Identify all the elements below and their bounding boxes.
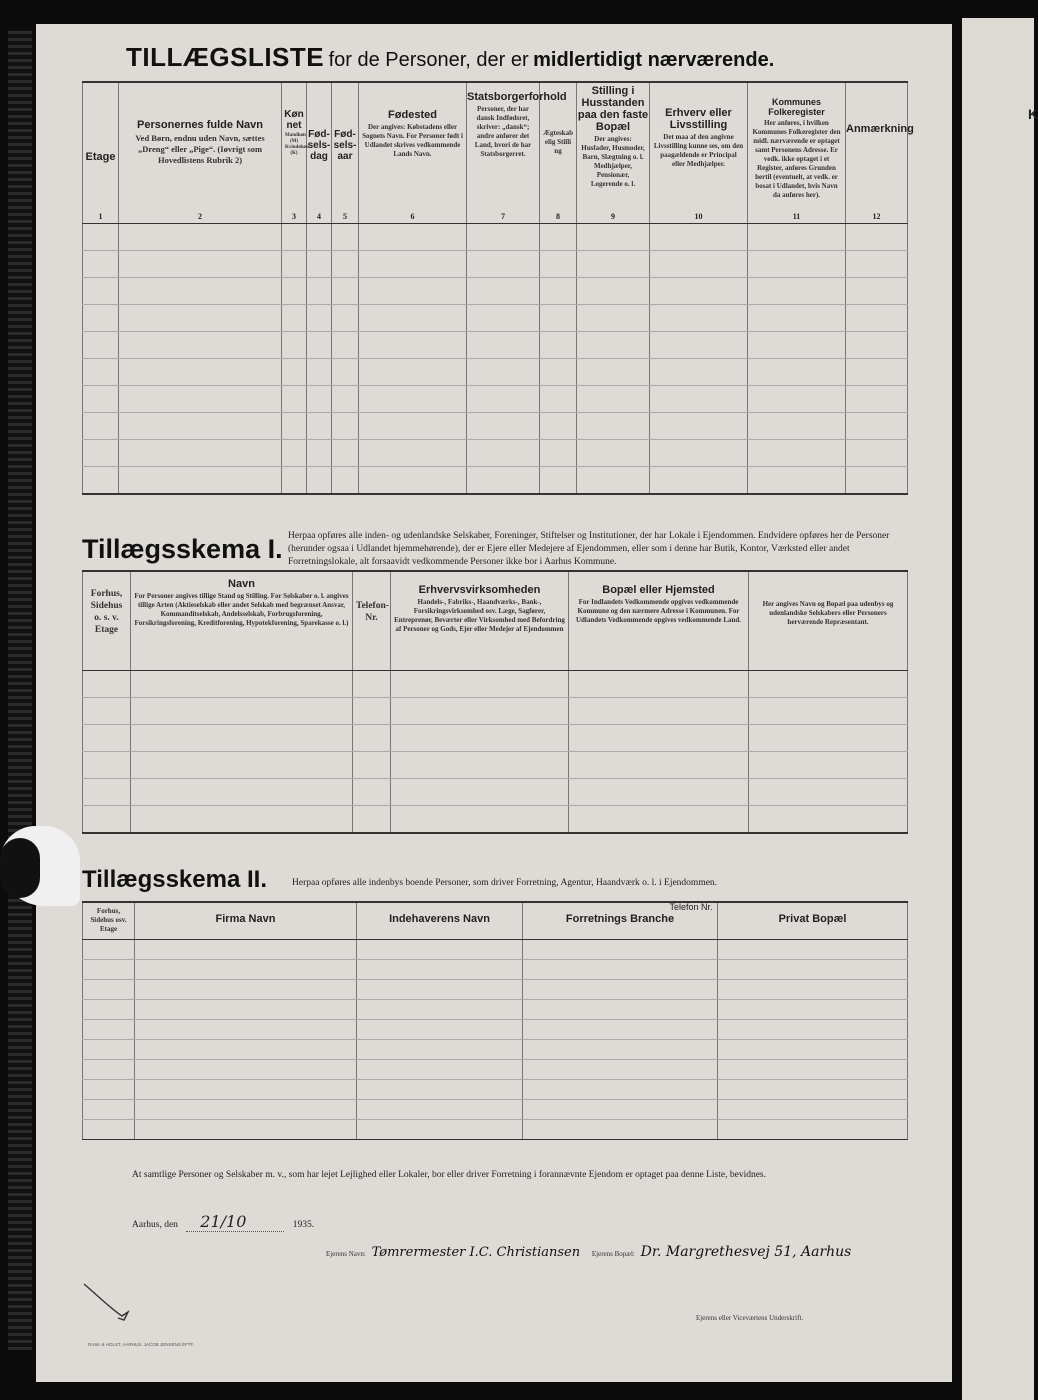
skema1-table-row	[83, 806, 908, 834]
list-table-cell[interactable]	[467, 386, 540, 413]
col-citizenship: Statsborgerforhold Personer, der har dansk Indfødsret, skriver: „dansk“; andre anfører det Land, hvori de har Statsborgerret. 7	[467, 82, 540, 224]
s2-col-address: Privat Bopæl	[718, 902, 908, 940]
skema2-table-cell[interactable]	[357, 980, 523, 1000]
list-table-cell[interactable]	[307, 440, 332, 467]
list-table-cell[interactable]	[307, 305, 332, 332]
list-table-cell[interactable]	[332, 359, 359, 386]
col-occupation: Erhverv eller Livsstilling Det maa af den angivne Livsstilling kunne ses, om den paagældende er Principal eller Medhjælper. 10	[650, 82, 748, 224]
list-table-cell[interactable]	[650, 467, 748, 495]
list-table-cell[interactable]	[577, 440, 650, 467]
list-table-cell[interactable]	[359, 467, 467, 495]
skema2-table-row	[83, 1060, 908, 1080]
list-table-cell[interactable]	[359, 305, 467, 332]
s2-col-firm: Firma Navn	[135, 902, 357, 940]
list-table-cell[interactable]	[119, 305, 282, 332]
list-table-row	[83, 359, 908, 386]
certification-text: At samtlige Personer og Selskaber m. v., som har lejet Lejlighed eller Lokaler, bor eller driver Forretning i forannævnte Ejendom er optaget paa denne Liste, bevidnes.	[132, 1170, 766, 1180]
list-table-cell[interactable]	[846, 305, 908, 332]
list-table-cell[interactable]	[359, 386, 467, 413]
list-table-cell[interactable]	[307, 332, 332, 359]
skema2-table-cell[interactable]	[523, 1040, 718, 1060]
list-table-cell[interactable]	[83, 386, 119, 413]
list-table-cell[interactable]	[282, 224, 307, 251]
col-remarks: Anmærkning 12	[846, 82, 908, 224]
list-table-cell[interactable]	[332, 332, 359, 359]
skema2-table-cell[interactable]	[83, 1080, 135, 1100]
signature-caption: Ejerens eller Viceværtens Underskrift.	[696, 1314, 804, 1322]
list-table-cell[interactable]	[846, 467, 908, 495]
owner-address-label: Ejerens Bopæl:	[591, 1250, 635, 1258]
list-table-cell[interactable]	[83, 251, 119, 278]
list-table-cell[interactable]	[359, 332, 467, 359]
skema1-table-cell[interactable]	[83, 779, 131, 806]
list-table-cell[interactable]	[332, 305, 359, 332]
list-table-cell[interactable]	[846, 224, 908, 251]
list-table-cell[interactable]	[650, 386, 748, 413]
list-table-cell[interactable]	[650, 332, 748, 359]
list-table-cell[interactable]	[83, 359, 119, 386]
skema2-table-row	[83, 1100, 908, 1120]
skema1-table-cell[interactable]	[83, 752, 131, 779]
s1-col-business: Erhvervsvirksomheden Handels-, Fabriks-, Haandværks-, Bank-, Forsikringsvirksomhed osv. Læge, Sagfører, Entreprenør, Beværter eller Virksomhed med Befordring af Personer og Gods, Ejer eller Medejer af Ejendommen	[391, 571, 569, 671]
skema2-table-cell[interactable]	[135, 1100, 357, 1120]
skema2-table-cell[interactable]	[135, 1080, 357, 1100]
skema2-table-cell[interactable]	[523, 1100, 718, 1120]
col-birthday: Fød-sels-dag 4	[307, 82, 332, 224]
skema1-table-cell[interactable]	[83, 725, 131, 752]
skema1-table-cell[interactable]	[131, 725, 353, 752]
list-table-cell[interactable]	[119, 467, 282, 495]
list-table-cell[interactable]	[467, 413, 540, 440]
list-table-cell[interactable]	[83, 467, 119, 495]
list-table-cell[interactable]	[359, 440, 467, 467]
skema2-table-cell[interactable]	[135, 960, 357, 980]
skema2-table-row	[83, 960, 908, 980]
skema2-table-cell[interactable]	[135, 1120, 357, 1140]
list-table-cell[interactable]	[577, 278, 650, 305]
skema2-table-row	[83, 1120, 908, 1140]
owner-address-value: Dr. Margrethesvej 51, Aarhus	[640, 1244, 852, 1260]
skema1-table-cell[interactable]	[353, 725, 391, 752]
skema1-table-row	[83, 671, 908, 698]
list-table-cell[interactable]	[650, 224, 748, 251]
list-table-cell[interactable]	[83, 224, 119, 251]
list-table-cell[interactable]	[307, 386, 332, 413]
adjacent-page-letter: K	[1028, 106, 1038, 122]
skema2-table-cell[interactable]	[357, 1040, 523, 1060]
list-table-cell[interactable]	[846, 440, 908, 467]
list-table-cell[interactable]	[540, 278, 577, 305]
list-table-cell[interactable]	[650, 278, 748, 305]
skema2-table-cell[interactable]	[83, 1020, 135, 1040]
col-birthplace: Fødested Der angives: Købstadens eller Sognets Navn. For Personer født i Udlandet skrives vedkommende Lands Navn. 6	[359, 82, 467, 224]
list-table-cell[interactable]	[83, 413, 119, 440]
skema1-table-cell[interactable]	[391, 698, 569, 725]
list-table-cell[interactable]	[650, 251, 748, 278]
list-table-row	[83, 467, 908, 495]
list-table-cell[interactable]	[332, 386, 359, 413]
adjacent-page	[962, 18, 1038, 1400]
skema2-table-cell[interactable]	[83, 960, 135, 980]
list-table-cell[interactable]	[650, 413, 748, 440]
skema1-table-cell[interactable]	[391, 779, 569, 806]
skema1-table-row	[83, 698, 908, 725]
skema1-table-cell[interactable]	[749, 698, 908, 725]
skema1-table-cell[interactable]	[569, 698, 749, 725]
title-rest: for de Personer, der er	[328, 49, 529, 71]
skema1-title: Tillægsskema I.	[82, 534, 283, 564]
list-table-cell[interactable]	[540, 386, 577, 413]
skema2-table-cell[interactable]	[718, 1040, 908, 1060]
list-table-cell[interactable]	[748, 359, 846, 386]
list-table-cell[interactable]	[467, 224, 540, 251]
skema2-table-cell[interactable]	[357, 1120, 523, 1140]
skema1-table-row	[83, 752, 908, 779]
list-table-row	[83, 332, 908, 359]
list-table-cell[interactable]	[359, 413, 467, 440]
list-table-cell[interactable]	[540, 413, 577, 440]
skema2-table-cell[interactable]	[523, 1120, 718, 1140]
list-table-cell[interactable]	[577, 413, 650, 440]
list-table-cell[interactable]	[540, 467, 577, 495]
col-birthyear: Fød-sels-aar 5	[332, 82, 359, 224]
list-table-row	[83, 224, 908, 251]
skema1-table-cell[interactable]	[569, 752, 749, 779]
list-table-cell[interactable]	[83, 440, 119, 467]
date-line	[132, 1212, 314, 1231]
owner-line	[326, 1244, 851, 1260]
list-table-cell[interactable]	[332, 251, 359, 278]
skema2-table-cell[interactable]	[135, 1020, 357, 1040]
skema2-table-row	[83, 980, 908, 1000]
s1-col-phone: Telefon-Nr.	[353, 571, 391, 671]
skema1-table	[82, 570, 908, 834]
skema2-table-cell[interactable]	[357, 1100, 523, 1120]
skema2-table-cell[interactable]	[357, 960, 523, 980]
skema2-table-cell[interactable]	[523, 940, 718, 960]
list-table-cell[interactable]	[540, 332, 577, 359]
s2-col-owner: Indehaverens Navn	[357, 902, 523, 940]
skema2-table-cell[interactable]	[357, 1080, 523, 1100]
skema1-table-cell[interactable]	[569, 671, 749, 698]
list-table-cell[interactable]	[83, 332, 119, 359]
skema2-table-cell[interactable]	[135, 1040, 357, 1060]
title-main: TILLÆGSLISTE	[126, 42, 325, 72]
list-table-cell[interactable]	[577, 332, 650, 359]
list-table-cell[interactable]	[332, 413, 359, 440]
col-marital: Ægteskabelig Stilling 8	[540, 82, 577, 224]
skema2-title: Tillægsskema II.	[82, 866, 267, 893]
list-table-cell[interactable]	[650, 305, 748, 332]
owner-name-label: Ejerens Navn:	[326, 1250, 366, 1258]
skema2-table-cell[interactable]	[135, 1060, 357, 1080]
s2-col-floor: Forhus, Sidehus osv. Etage	[83, 902, 135, 940]
skema1-table-row	[83, 725, 908, 752]
list-table-cell[interactable]	[577, 305, 650, 332]
s2-phone-header: Telefon Nr.	[669, 902, 713, 912]
s1-col-floor: Forhus, Sidehus o. s. v. Etage	[83, 571, 131, 671]
list-table-cell[interactable]	[846, 359, 908, 386]
list-table-cell[interactable]	[540, 305, 577, 332]
date-handwritten: 21/10	[186, 1212, 284, 1232]
skema2-table-row	[83, 1000, 908, 1020]
list-table-row	[83, 440, 908, 467]
list-table-cell[interactable]	[577, 251, 650, 278]
skema2-table-row	[83, 1020, 908, 1040]
list-table-cell[interactable]	[332, 278, 359, 305]
list-table-cell[interactable]	[467, 467, 540, 495]
s2-col-branch: Forretnings Branche	[523, 902, 718, 940]
list-table-cell[interactable]	[846, 278, 908, 305]
list-table-cell[interactable]	[846, 251, 908, 278]
skema2-description: Herpaa opføres alle indenbys boende Personer, som driver Forretning, Agentur, Haandværk o. l. i Ejendommen.	[292, 878, 718, 888]
skema2-table-row	[83, 1040, 908, 1060]
skema1-description: Herpaa opføres alle inden- og udenlandske Selskaber, Foreninger, Stiftelser og Institutioner, der har Lokale i Ejendommen. Endvidere opføres her de Personer (herunder ogsaa i Udlandet hjemmehørende), der er Ejere eller Medejere af Ejendommen, eller som i denne har Butik, Kontor, Værksted eller andet Forretningslokale, alt forsaavidt vedkommende Personer ikke bor i Aarhus Kommune.	[288, 531, 890, 567]
list-table-cell[interactable]	[748, 413, 846, 440]
list-table-cell[interactable]	[359, 224, 467, 251]
list-table-cell[interactable]	[119, 278, 282, 305]
skema2-table-cell[interactable]	[718, 940, 908, 960]
list-table-cell[interactable]	[748, 224, 846, 251]
skema2-table-cell[interactable]	[83, 940, 135, 960]
skema1-table-cell[interactable]	[353, 698, 391, 725]
skema1-table-cell[interactable]	[131, 671, 353, 698]
skema2-table-cell[interactable]	[135, 1000, 357, 1020]
list-table-row	[83, 305, 908, 332]
skema2-table-cell[interactable]	[357, 1020, 523, 1040]
skema2-table-row	[83, 1080, 908, 1100]
list-table-cell[interactable]	[119, 413, 282, 440]
s1-col-representative: Her angives Navn og Bopæl paa udenbys og udenlandske Selskabers eller Personers herværende Repræsentant.	[749, 571, 908, 671]
list-table-cell[interactable]	[748, 440, 846, 467]
list-table-cell[interactable]	[307, 251, 332, 278]
list-table-cell[interactable]	[467, 332, 540, 359]
skema2-table-cell[interactable]	[718, 1060, 908, 1080]
skema1-table-cell[interactable]	[83, 806, 131, 834]
list-table-cell[interactable]	[540, 440, 577, 467]
list-table-cell[interactable]	[577, 467, 650, 495]
form-page	[36, 24, 952, 1382]
skema2-table-cell[interactable]	[718, 1120, 908, 1140]
col-sex: Kønnet Mandkøn (M) Kvindekøn (K) 3	[282, 82, 307, 224]
owner-name-signature: Tømrermester I.C. Christiansen	[371, 1245, 581, 1260]
printer-imprint: RASK & HOLST. AARHUS. JACOB JENSENS EFTF.	[88, 1342, 195, 1347]
skema1-table-cell[interactable]	[569, 779, 749, 806]
skema1-table-cell[interactable]	[749, 725, 908, 752]
list-table-cell[interactable]	[83, 278, 119, 305]
list-table-cell[interactable]	[119, 224, 282, 251]
s1-col-name: Navn For Personer angives tillige Stand og Stilling. For Selskaber o. l. angives tillige Arten (Aktieselskab eller andet Selskab med begrænset Ansvar, Kommanditselskab, Andelsselskab, Forbrugsforening, Forsikringsforening, Kreditforening, Hypotekforening, Sparekasse o. l.)	[131, 571, 353, 671]
skema2-table-cell[interactable]	[718, 1020, 908, 1040]
skema1-table-cell[interactable]	[749, 752, 908, 779]
list-table-cell[interactable]	[282, 440, 307, 467]
skema1-header-row	[83, 571, 908, 671]
list-table-cell[interactable]	[467, 278, 540, 305]
list-table-cell[interactable]	[748, 278, 846, 305]
list-table-cell[interactable]	[119, 440, 282, 467]
date-prefix: Aarhus, den	[132, 1220, 178, 1230]
list-table-cell[interactable]	[282, 467, 307, 495]
skema1-table-cell[interactable]	[569, 806, 749, 834]
list-table-row	[83, 278, 908, 305]
list-table-cell[interactable]	[846, 386, 908, 413]
skema1-table-cell[interactable]	[353, 752, 391, 779]
list-table-cell[interactable]	[332, 467, 359, 495]
list-table-cell[interactable]	[748, 305, 846, 332]
list-table-cell[interactable]	[282, 278, 307, 305]
list-table-cell[interactable]	[282, 413, 307, 440]
skema2-table	[82, 901, 908, 1140]
list-table-cell[interactable]	[846, 332, 908, 359]
list-table-row	[83, 413, 908, 440]
skema2-table-cell[interactable]	[135, 980, 357, 1000]
skema1-table-cell[interactable]	[131, 779, 353, 806]
skema1-table-cell[interactable]	[353, 671, 391, 698]
col-register: Kommunes Folkeregister Her anføres, i hvilken Kommunes Folkeregister den midl. nærværende er optaget samt Personens Adresse. Er vedk. ikke optaget i et Register, anføres Grunden hertil (eventuelt, at vedk. er bosat i Udlandet, hvis Navn da anføres her). 11	[748, 82, 846, 224]
skema2-table-cell[interactable]	[718, 980, 908, 1000]
list-table-cell[interactable]	[467, 251, 540, 278]
skema2-table-cell[interactable]	[83, 1040, 135, 1060]
list-table-cell[interactable]	[650, 359, 748, 386]
skema1-table-cell[interactable]	[353, 806, 391, 834]
skema1-table-cell[interactable]	[391, 671, 569, 698]
skema1-table-cell[interactable]	[131, 698, 353, 725]
list-table-cell[interactable]	[748, 386, 846, 413]
skema2-table-cell[interactable]	[357, 1060, 523, 1080]
skema2-header-row	[83, 902, 908, 940]
list-table-cell[interactable]	[359, 359, 467, 386]
list-table-cell[interactable]	[577, 386, 650, 413]
list-table-cell[interactable]	[846, 413, 908, 440]
list-table-cell[interactable]	[119, 251, 282, 278]
list-table-cell[interactable]	[467, 359, 540, 386]
list-table-cell[interactable]	[119, 332, 282, 359]
col-name: Personernes fulde Navn Ved Børn, endnu uden Navn, sættes „Dreng“ eller „Pige“. (Iøvrigt som Hovedlistens Rubrik 2) 2	[119, 82, 282, 224]
list-table-cell[interactable]	[282, 386, 307, 413]
skema1-table-cell[interactable]	[131, 752, 353, 779]
list-table-cell[interactable]	[307, 278, 332, 305]
skema1-table-cell[interactable]	[569, 725, 749, 752]
list-table-cell[interactable]	[83, 305, 119, 332]
skema2-table-row	[83, 940, 908, 960]
list-table-cell[interactable]	[540, 359, 577, 386]
list-table-cell[interactable]	[650, 440, 748, 467]
list-table-cell[interactable]	[282, 332, 307, 359]
list-header-row	[83, 82, 908, 224]
list-table-cell[interactable]	[307, 467, 332, 495]
skema1-table-cell[interactable]	[391, 725, 569, 752]
skema2-table-cell[interactable]	[718, 1100, 908, 1120]
list-table-cell[interactable]	[307, 413, 332, 440]
list-table-cell[interactable]	[467, 305, 540, 332]
skema2-table-cell[interactable]	[83, 1060, 135, 1080]
skema1-table-cell[interactable]	[749, 779, 908, 806]
list-table-cell[interactable]	[282, 359, 307, 386]
ink-mark	[82, 1282, 132, 1324]
skema2-table-cell[interactable]	[523, 1000, 718, 1020]
skema1-table-cell[interactable]	[749, 806, 908, 834]
list-table-cell[interactable]	[359, 251, 467, 278]
skema2-table-cell[interactable]	[83, 980, 135, 1000]
skema2-table-cell[interactable]	[523, 1060, 718, 1080]
list-table-cell[interactable]	[332, 440, 359, 467]
skema2-table-cell[interactable]	[523, 1020, 718, 1040]
list-table-row	[83, 251, 908, 278]
skema1-table-cell[interactable]	[749, 671, 908, 698]
list-table-cell[interactable]	[748, 251, 846, 278]
page-title	[126, 42, 774, 73]
list-table-cell[interactable]	[282, 251, 307, 278]
list-table-cell[interactable]	[282, 305, 307, 332]
col-household: Stilling i Husstanden paa den faste Bopæl Der angives: Husfader, Husmoder, Barn, Slægtning o. l. Medhjælper, Pensionær, Logerende o. l. 9	[577, 82, 650, 224]
skema2-table-cell[interactable]	[718, 1000, 908, 1020]
skema2-table-cell[interactable]	[718, 960, 908, 980]
skema2-table-cell[interactable]	[135, 940, 357, 960]
list-table-cell[interactable]	[359, 278, 467, 305]
skema2-table-cell[interactable]	[523, 980, 718, 1000]
skema2-table-cell[interactable]	[83, 1120, 135, 1140]
skema1-table-cell[interactable]	[83, 671, 131, 698]
list-table-cell[interactable]	[748, 467, 846, 495]
skema1-table-cell[interactable]	[391, 806, 569, 834]
list-table-cell[interactable]	[119, 359, 282, 386]
skema2-table-cell[interactable]	[83, 1100, 135, 1120]
list-table	[82, 81, 914, 495]
skema1-table-cell[interactable]	[391, 752, 569, 779]
skema1-table-row	[83, 779, 908, 806]
title-bold: midlertidigt nærværende.	[533, 49, 775, 71]
list-table-cell[interactable]	[540, 251, 577, 278]
clip-shadow	[0, 838, 40, 898]
list-table-cell[interactable]	[577, 359, 650, 386]
skema2-table-cell[interactable]	[523, 1080, 718, 1100]
skema2-table-cell[interactable]	[718, 1080, 908, 1100]
skema2-table-cell[interactable]	[83, 1000, 135, 1020]
list-table-row	[83, 386, 908, 413]
list-table-cell[interactable]	[307, 359, 332, 386]
s1-col-residence: Bopæl eller Hjemsted For Indlandets Vedkommende opgives vedkommende Kommune og den nærmere Adresse i Kommunen. For Udlandets Vedkommende opgives vedkommende Land.	[569, 571, 749, 671]
list-table-cell[interactable]	[540, 224, 577, 251]
list-table-cell[interactable]	[467, 440, 540, 467]
col-etage: Etage 1	[83, 82, 119, 224]
binding-edge	[8, 30, 32, 1350]
list-table-cell[interactable]	[332, 224, 359, 251]
skema1-table-cell[interactable]	[83, 698, 131, 725]
list-table-cell[interactable]	[748, 332, 846, 359]
date-year: 1935.	[292, 1220, 315, 1230]
skema2-table-cell[interactable]	[523, 960, 718, 980]
list-table-cell[interactable]	[307, 224, 332, 251]
skema1-table-cell[interactable]	[131, 806, 353, 834]
list-table-cell[interactable]	[577, 224, 650, 251]
skema1-table-cell[interactable]	[353, 779, 391, 806]
skema2-table-cell[interactable]	[357, 940, 523, 960]
list-table-cell[interactable]	[119, 386, 282, 413]
skema2-table-cell[interactable]	[357, 1000, 523, 1020]
